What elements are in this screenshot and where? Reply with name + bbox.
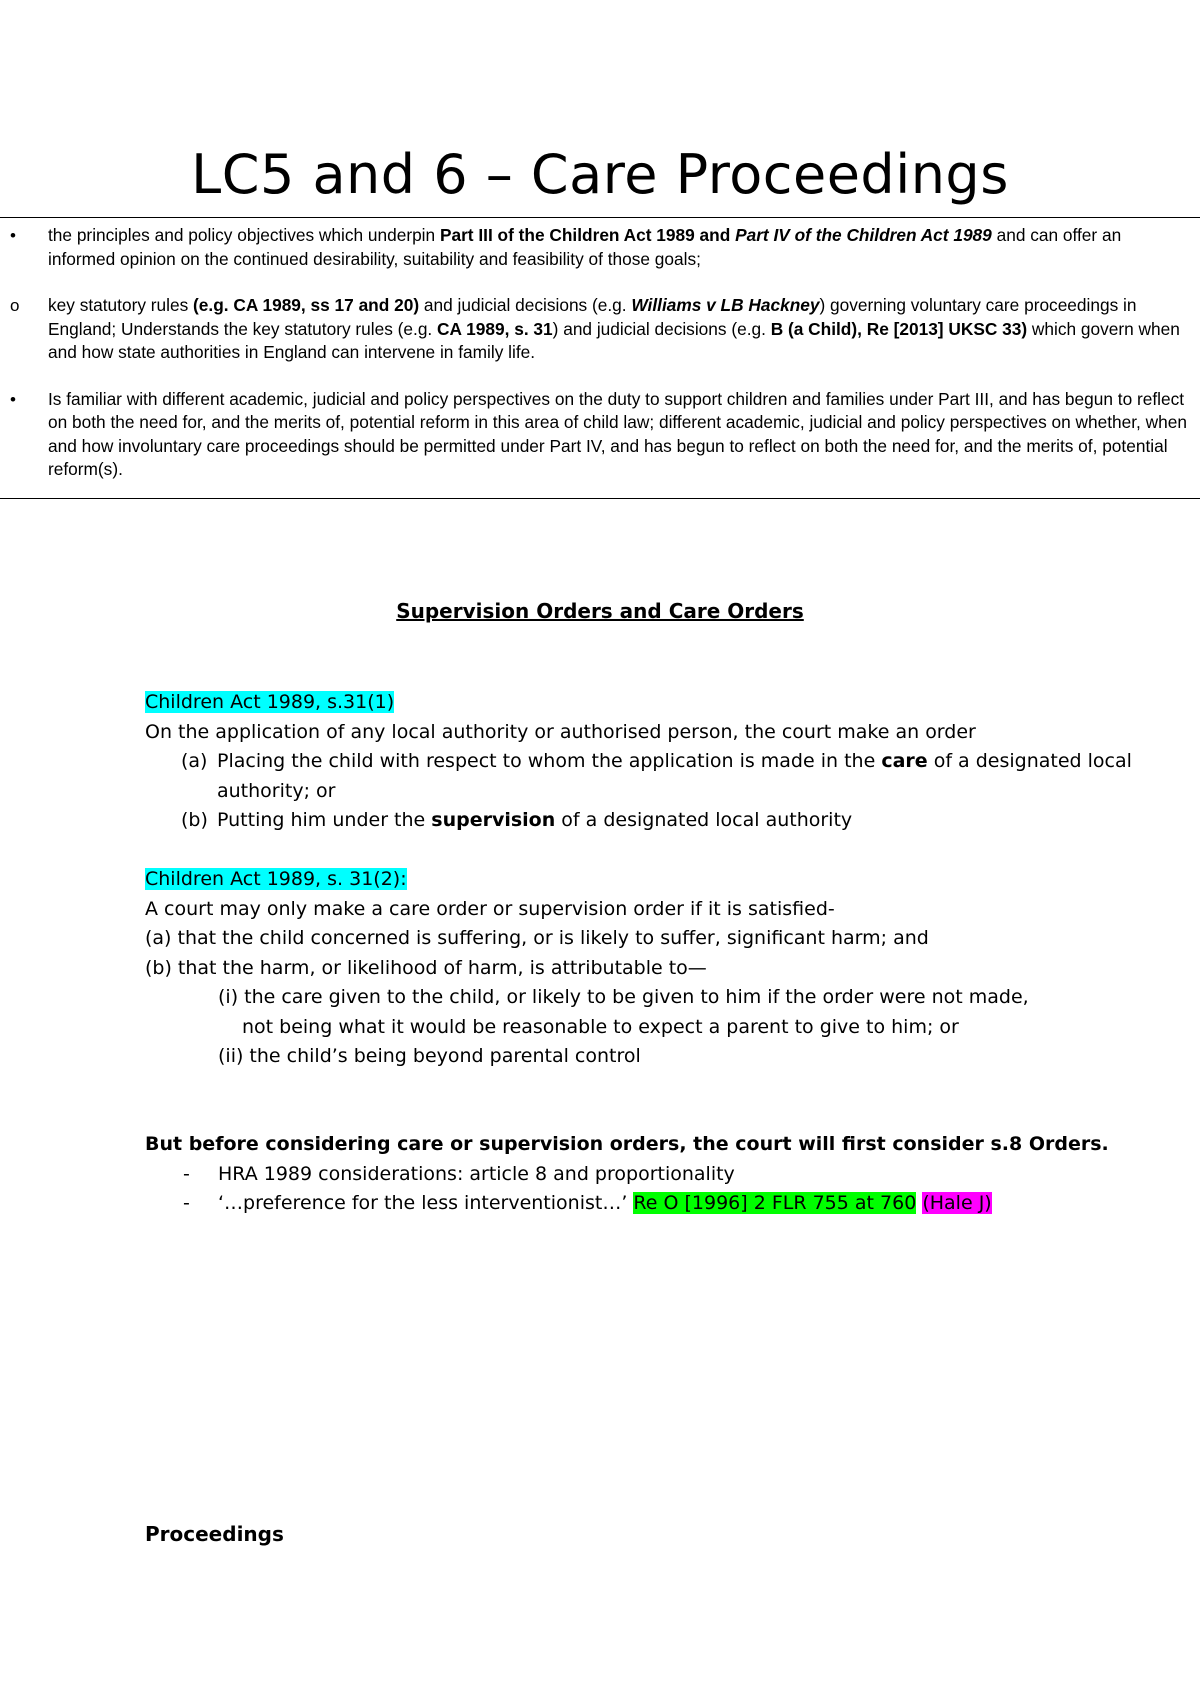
s31-1-item-b — [145, 806, 1185, 836]
s31-1-block — [145, 688, 1185, 836]
s8-block — [145, 1130, 1185, 1219]
s31-2-block — [145, 865, 1185, 1072]
s31-2-item-a: (a) that the child concerned is suffering, or is likely to suffer, significant harm; and — [145, 927, 929, 949]
s8-item-1 — [145, 1160, 1185, 1190]
item-text: Putting him under the — [217, 809, 432, 831]
s8-item-2 — [145, 1189, 1185, 1219]
item-text: of a designated local authority; or — [217, 750, 1132, 802]
s31-2-item-ii: (ii) the child’s being beyond parental control — [218, 1045, 641, 1067]
s31-1-intro: On the application of any local authority or authorised person, the court make an order — [145, 720, 976, 743]
judge-name: (Hale J) — [922, 1192, 992, 1214]
objective-bold-italic: Part IV of the Children Act 1989 — [735, 225, 992, 245]
objective-text: and judicial decisions (e.g. — [419, 295, 632, 315]
objective-item-2 — [0, 294, 1200, 365]
s8-heading: But before considering care or supervision orders, the court will first consider s.8 Orders. — [145, 1133, 1109, 1155]
objective-text: ) and judicial decisions (e.g. — [552, 318, 771, 339]
s31-2-item-i-cont: not being what it would be reasonable to expect a parent to give to him; or — [242, 1015, 959, 1038]
objective-bold: B (a Child), Re [2013] UKSC 33) — [770, 318, 1028, 339]
objective-text: key statutory rules — [48, 295, 194, 315]
circle-marker: o — [10, 296, 20, 315]
item-text: ‘…preference for the less interventionist…’ — [218, 1192, 634, 1214]
objective-text: Is familiar with different academic, judicial and policy perspectives on the duty to support children and families under Part III, and has begun to reflect on both the need for, and the merits of, potential reform in this area of child law; different academic, judicial and policy perspectives on whether, when and how involuntary care proceedings should be permitted under Part IV, and has begun to reflect on both the need for, and the merits of, potential reform(s). — [48, 388, 1187, 479]
item-bold: supervision — [431, 809, 556, 831]
s31-2-intro: A court may only make a care order or supervision order if it is satisfied- — [145, 897, 835, 920]
objective-bold: (e.g. CA 1989, ss 17 and 20) — [193, 295, 420, 315]
s31-1-item-a — [145, 747, 1185, 806]
bullet-marker: • — [10, 389, 16, 409]
objective-item-1 — [0, 224, 1200, 271]
item-marker: (b) — [181, 809, 208, 831]
objective-bold: Part III of the Children Act 1989 and — [439, 225, 736, 245]
page-title: LC5 and 6 – Care Proceedings — [191, 143, 1009, 206]
bottom-rule — [0, 498, 1200, 499]
item-text: HRA 1989 considerations: article 8 and proportionality — [218, 1162, 735, 1185]
s31-2-item-i: (i) the care given to the child, or likely to be given to him if the order were not made, — [218, 986, 1029, 1008]
case-name: Williams v LB Hackney — [631, 295, 820, 315]
s31-1-label: Children Act 1989, s.31(1) — [145, 691, 395, 713]
objective-item-3 — [0, 388, 1200, 482]
objective-text: the principles and policy objectives which underpin — [48, 225, 440, 245]
dash-marker: - — [183, 1192, 190, 1214]
proceedings-heading: Proceedings — [145, 1522, 284, 1546]
learning-objectives — [0, 224, 1200, 505]
objective-text: ) governing voluntary care proceedings in England; Understands the key statutory rules (e.g. — [48, 295, 1137, 339]
item-bold: care — [881, 750, 928, 772]
section-heading: Supervision Orders and Care Orders — [396, 599, 804, 623]
item-text: Placing the child with respect to whom the application is made in the — [217, 750, 882, 772]
top-rule — [0, 217, 1200, 218]
objective-text: which govern when and how state authorities in England can intervene in family life. — [48, 318, 1180, 362]
dash-marker: - — [183, 1162, 190, 1185]
bullet-marker: • — [10, 226, 16, 245]
s31-2-label: Children Act 1989, s. 31(2): — [145, 868, 407, 890]
objective-bold: CA 1989, s. 31 — [437, 318, 553, 339]
case-citation: Re O [1996] 2 FLR 755 at 760 — [633, 1192, 917, 1214]
item-text: of a designated local authority — [555, 809, 853, 831]
item-marker: (a) — [181, 750, 208, 772]
objective-text: and can offer an informed opinion on the continued desirability, suitability and feasibility of those goals; — [48, 225, 1122, 269]
s31-2-item-b: (b) that the harm, or likelihood of harm, is attributable to— — [145, 956, 707, 979]
